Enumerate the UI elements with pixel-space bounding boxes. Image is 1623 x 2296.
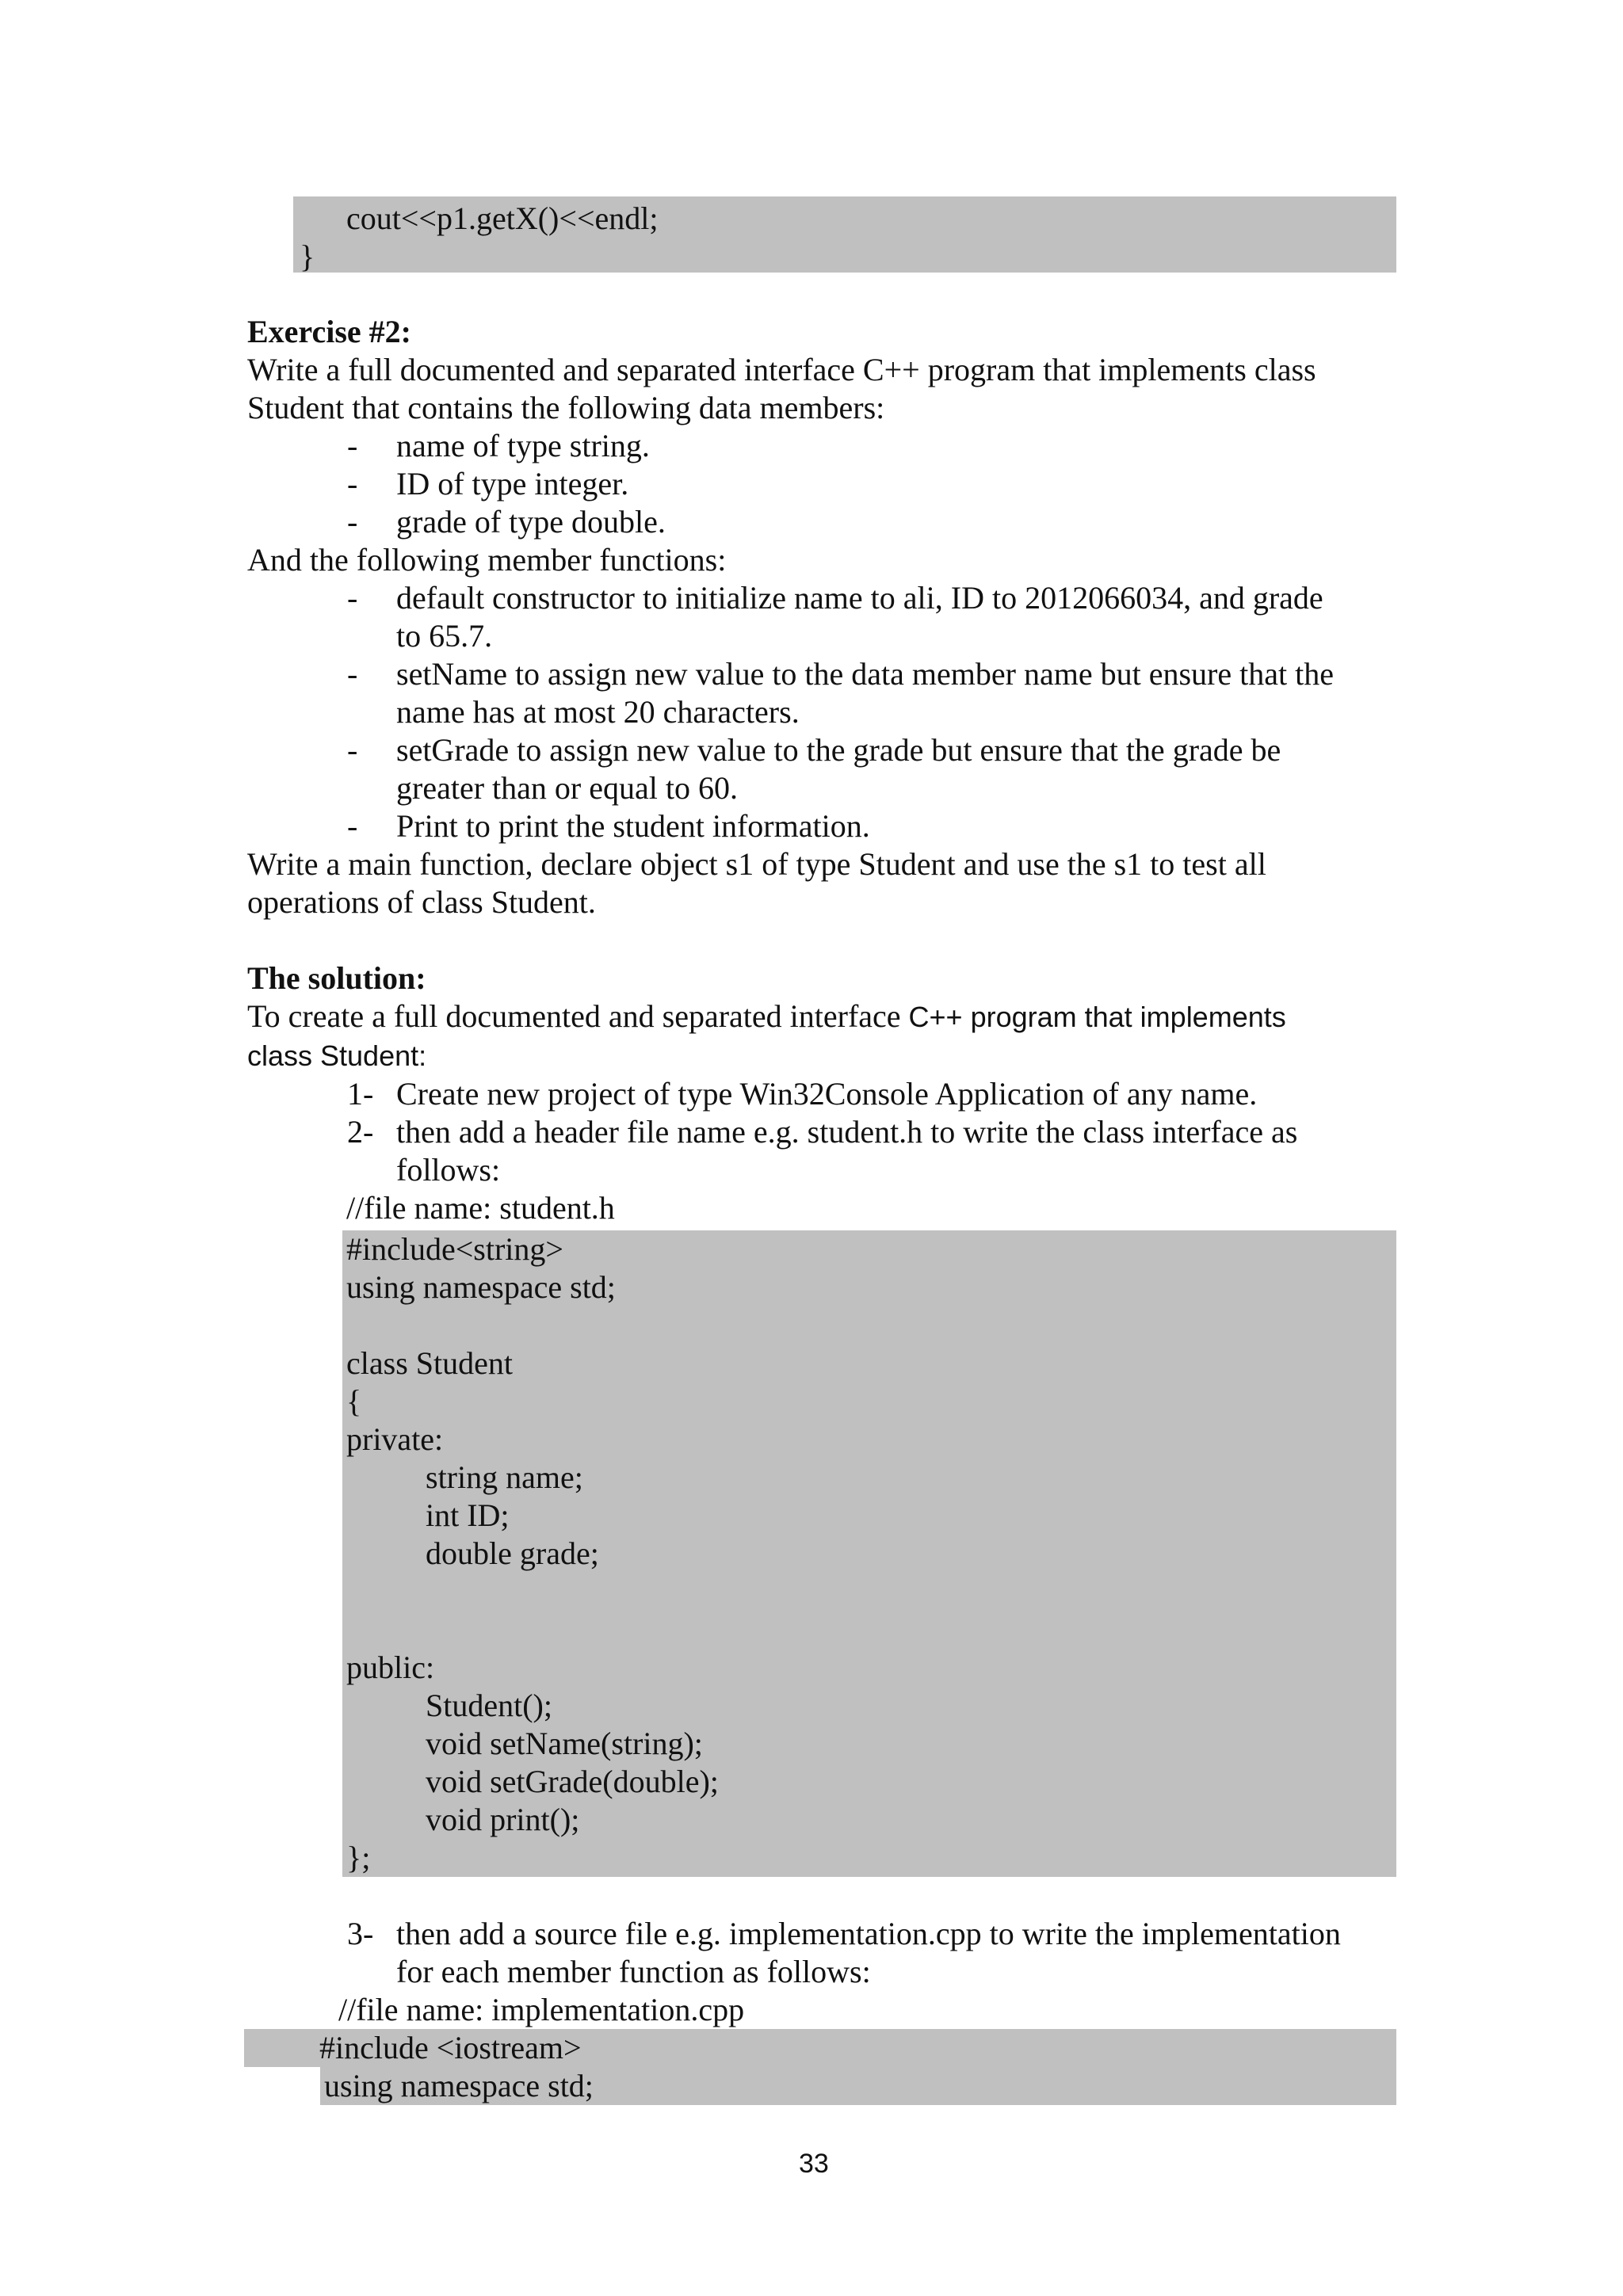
step-line-2: for each member function as follows: bbox=[396, 1954, 871, 1989]
data-member-item: ID of type integer. bbox=[396, 466, 629, 502]
header-code-line: using namespace std; bbox=[346, 1269, 616, 1305]
member-dash: - bbox=[347, 466, 358, 502]
function-item-line-1: Print to print the student information. bbox=[396, 808, 870, 844]
step-line-1: Create new project of type Win32Console Application of any name. bbox=[396, 1076, 1258, 1112]
function-item-line-2: greater than or equal to 60. bbox=[396, 770, 738, 806]
header-code-line: Student(); bbox=[346, 1688, 552, 1723]
top-code-line-1: cout<<p1.getX()<<endl; bbox=[346, 200, 659, 236]
function-item-line-2: name has at most 20 characters. bbox=[396, 694, 800, 730]
header-code-line: #include<string> bbox=[346, 1231, 563, 1267]
solution-intro-line-1 bbox=[247, 997, 1286, 1036]
impl-code-line: using namespace std; bbox=[324, 2068, 594, 2103]
impl-file-comment: //file name: implementation.cpp bbox=[338, 1992, 745, 2027]
function-dash: - bbox=[347, 656, 358, 692]
function-item-line-1: default constructor to initialize name to ali, ID to 2012066034, and grade bbox=[396, 580, 1323, 616]
solution-heading: The solution: bbox=[247, 960, 426, 996]
member-dash: - bbox=[347, 428, 358, 463]
header-code-line: void setName(string); bbox=[346, 1726, 703, 1761]
function-dash: - bbox=[347, 732, 358, 768]
main-instructions-line-1: Write a main function, declare object s1 of type Student and use the s1 to test all bbox=[247, 846, 1266, 882]
header-code-line: { bbox=[346, 1383, 362, 1419]
top-code-line-2: } bbox=[300, 238, 315, 274]
page-number: 33 bbox=[799, 2149, 829, 2179]
function-item-line-1: setGrade to assign new value to the grade but ensure that the grade be bbox=[396, 732, 1281, 768]
step-line-2: follows: bbox=[396, 1152, 501, 1188]
solution-intro-line-2: class Student: bbox=[247, 1039, 427, 1072]
step-line-1: then add a header file name e.g. student.h to write the class interface as bbox=[396, 1114, 1298, 1150]
step-number: 1- bbox=[347, 1076, 374, 1112]
header-code-line: void setGrade(double); bbox=[346, 1764, 719, 1799]
exercise-intro-line-2: Student that contains the following data members: bbox=[247, 390, 885, 425]
header-file-comment: //file name: student.h bbox=[346, 1190, 615, 1226]
header-code-line: double grade; bbox=[346, 1535, 599, 1571]
solution-intro-serif: To create a full documented and separated interface bbox=[247, 998, 909, 1034]
header-code-line: int ID; bbox=[346, 1497, 510, 1533]
exercise-heading: Exercise #2: bbox=[247, 314, 411, 349]
main-instructions-line-2: operations of class Student. bbox=[247, 884, 596, 920]
header-code-line: void print(); bbox=[346, 1802, 580, 1837]
header-code-line: }; bbox=[346, 1840, 371, 1875]
function-dash: - bbox=[347, 580, 358, 616]
function-item-line-1: setName to assign new value to the data member name but ensure that the bbox=[396, 656, 1334, 692]
solution-intro-sans: C++ program that implements bbox=[908, 1001, 1286, 1033]
header-code-line: private: bbox=[346, 1421, 444, 1457]
step-line-1: then add a source file e.g. implementation.cpp to write the implementation bbox=[396, 1916, 1341, 1951]
member-dash: - bbox=[347, 504, 358, 540]
header-code-line: public: bbox=[346, 1650, 435, 1685]
header-code-line: class Student bbox=[346, 1345, 513, 1381]
function-dash: - bbox=[347, 808, 358, 844]
functions-intro: And the following member functions: bbox=[247, 542, 727, 578]
step-number: 2- bbox=[347, 1114, 374, 1150]
step-number: 3- bbox=[347, 1916, 374, 1951]
exercise-intro-line-1: Write a full documented and separated interface C++ program that implements class bbox=[247, 352, 1316, 387]
header-code-line: string name; bbox=[346, 1459, 583, 1495]
impl-code-line: #include <iostream> bbox=[319, 2030, 582, 2065]
function-item-line-2: to 65.7. bbox=[396, 618, 493, 654]
data-member-item: name of type string. bbox=[396, 428, 650, 463]
data-member-item: grade of type double. bbox=[396, 504, 666, 540]
